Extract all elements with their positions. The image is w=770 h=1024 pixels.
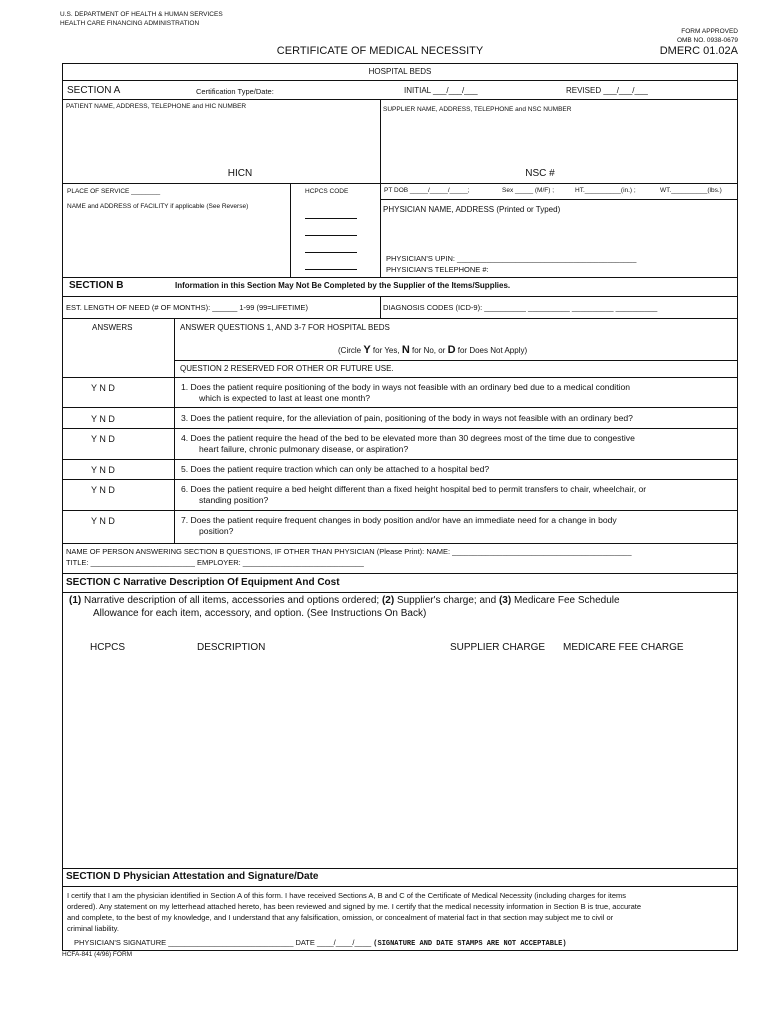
section-b-label: SECTION B: [69, 280, 124, 291]
ynd-answer-1[interactable]: Y N D: [91, 383, 115, 393]
weight-field[interactable]: WT.__________(lbs.): [660, 187, 722, 194]
hicn-label: HICN: [227, 168, 253, 179]
circle-instructions: (Circle Y for Yes, N for No, or D for Does Not Apply): [338, 344, 528, 356]
agency-line-2: HEALTH CARE FINANCING ADMINISTRATION: [60, 20, 200, 27]
question-7-line-1: 7. Does the patient require frequent changes in body position and/or have an immediate need for a change in body: [181, 515, 617, 525]
cert-type-label: Certification Type/Date:: [196, 87, 274, 96]
section-c-entry-area[interactable]: [70, 660, 730, 865]
diagnosis-codes[interactable]: DIAGNOSIS CODES (ICD-9): __________ __________ __________ __________: [383, 303, 658, 312]
section-c-instructions-2: Allowance for each item, accessory, and option. (See Instructions On Back): [93, 608, 427, 619]
col-hcpcs: HCPCS: [90, 642, 126, 653]
form-code: DMERC 01.02A: [659, 45, 738, 57]
physician-upin[interactable]: PHYSICIAN'S UPIN: ___________________________________________: [386, 254, 637, 263]
question-7-line-2: position?: [199, 526, 234, 536]
question-4-line-2: heart failure, chronic pulmonary disease, or aspiration?: [199, 444, 409, 454]
ynd-answer-6[interactable]: Y N D: [91, 485, 115, 495]
attestation-line-3: and complete, to the best of my knowledge, and I understand that any falsification, omission, or concealment of material fact in that section may subject me to civil or: [67, 913, 614, 922]
sex-field[interactable]: Sex _____ (M/F) ;: [502, 187, 555, 194]
col-supplier-charge: SUPPLIER CHARGE: [450, 642, 546, 653]
question-3-line-1: 3. Does the patient require, for the alleviation of pain, positioning of the body in ways not feasible with an ordinary bed?: [181, 413, 633, 423]
question-5-line-1: 5. Does the patient require traction which can only be attached to a hospital bed?: [181, 464, 490, 474]
question-6-line-1: 6. Does the patient require a bed height different than a fixed height hospital bed to permit transfers to chair, wheelchair, or: [181, 484, 647, 494]
section-c-heading: SECTION C Narrative Description Of Equipment And Cost: [66, 577, 340, 588]
col-description: DESCRIPTION: [197, 642, 266, 653]
section-b-info: Information in this Section May Not Be Completed by the Supplier of the Items/Supplies.: [175, 281, 511, 290]
supplier-label: SUPPLIER NAME, ADDRESS, TELEPHONE and NSC NUMBER: [383, 106, 572, 113]
nsc-label: NSC #: [525, 168, 555, 179]
answering-person-name[interactable]: NAME OF PERSON ANSWERING SECTION B QUESTIONS, IF OTHER THAN PHYSICIAN (Please Print): NAME: ___________________________________________: [66, 547, 632, 556]
attestation-line-4: criminal liability.: [67, 924, 119, 933]
initial-date-field[interactable]: INITIAL ___/___/___: [404, 86, 478, 95]
ynd-answer-5[interactable]: Y N D: [91, 465, 115, 475]
physician-telephone[interactable]: PHYSICIAN'S TELEPHONE #:: [386, 265, 489, 274]
answers-header: ANSWERS: [92, 323, 133, 332]
attestation-line-1: I certify that I am the physician identified in Section A of this form. I have received Sections A, B and C of the Certificate of Medical Necessity (including charges for items: [67, 891, 627, 900]
ynd-answer-4[interactable]: Y N D: [91, 434, 115, 444]
agency-line-1: U.S. DEPARTMENT OF HEALTH & HUMAN SERVICES: [60, 11, 223, 18]
question-4-line-1: 4. Does the patient require the head of the bed to be elevated more than 30 degrees most of the time due to congestive: [181, 433, 635, 443]
pt-dob-field[interactable]: PT DOB _____/_____/_____;: [384, 187, 470, 194]
form-approved: FORM APPROVED: [681, 28, 738, 35]
height-field[interactable]: HT.__________(in.) ;: [575, 187, 636, 194]
col-medicare-fee: MEDICARE FEE CHARGE: [563, 642, 684, 653]
question-6-line-2: standing position?: [199, 495, 269, 505]
revised-date-field[interactable]: REVISED ___/___/___: [566, 86, 648, 95]
physician-signature-line[interactable]: PHYSICIAN'S SIGNATURE ______________________________ DATE ____/____/____ (SIGNATURE AND DATE STAMPS ARE NOT ACCEPTABLE): [74, 938, 567, 948]
physician-label: PHYSICIAN NAME, ADDRESS (Printed or Typed): [383, 205, 561, 214]
answering-person-title[interactable]: TITLE: _________________________ EMPLOYER: _____________________________: [66, 558, 364, 567]
question-2-reserved: QUESTION 2 RESERVED FOR OTHER OR FUTURE USE.: [180, 364, 394, 373]
form-subtitle: HOSPITAL BEDS: [368, 67, 432, 76]
place-of-service[interactable]: PLACE OF SERVICE ________: [67, 188, 161, 195]
form-title: CERTIFICATE OF MEDICAL NECESSITY: [276, 45, 484, 57]
length-of-need[interactable]: EST. LENGTH OF NEED (# OF MONTHS): ______ 1-99 (99=LIFETIME): [66, 303, 308, 312]
question-1-line-1: 1. Does the patient require positioning of the body in ways not feasible with an ordinary bed due to a medical condition: [181, 382, 631, 392]
omb-number: OMB NO. 0938-0679: [676, 37, 738, 44]
ynd-answer-3[interactable]: Y N D: [91, 414, 115, 424]
section-d-heading: SECTION D Physician Attestation and Signature/Date: [66, 871, 319, 882]
question-1-line-2: which is expected to last at least one month?: [199, 393, 371, 403]
footer-form-number: HCFA-841 (4/96) FORM: [62, 951, 133, 958]
facility-label: NAME and ADDRESS of FACILITY if applicable (See Reverse): [67, 203, 249, 210]
attestation-line-2: ordered). Any statement on my letterhead attached hereto, has been reviewed and signed by me. I certify that the medical necessity information in Section B is true, accurate: [67, 902, 642, 911]
section-c-instructions-1: (1) Narrative description of all items, accessories and options ordered; (2) Supplier's charge; and (3) Medicare Fee Schedule: [69, 595, 620, 606]
ynd-answer-7[interactable]: Y N D: [91, 516, 115, 526]
answer-instructions: ANSWER QUESTIONS 1, AND 3-7 FOR HOSPITAL BEDS: [180, 323, 390, 332]
hcpcs-code-label: HCPCS CODE: [305, 188, 349, 195]
section-a-label: SECTION A: [67, 85, 121, 96]
patient-label: PATIENT NAME, ADDRESS, TELEPHONE and HIC NUMBER: [66, 103, 247, 110]
